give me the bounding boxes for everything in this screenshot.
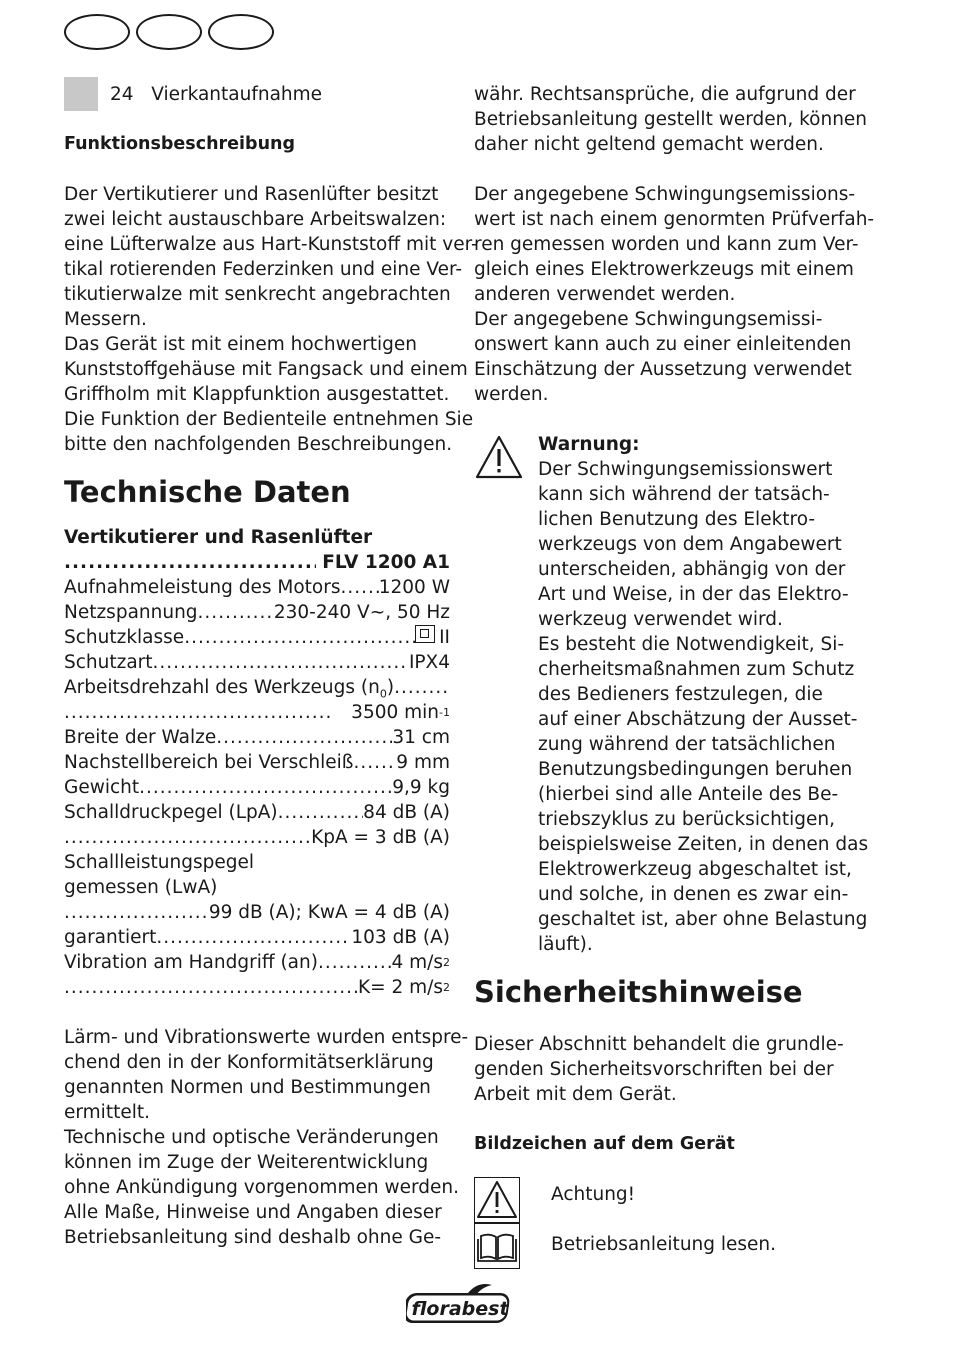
text-line: Der Vertikutierer und Rasenlüfter besitzt [64,184,439,205]
text-line: werkzeug verwendet wird. [538,609,783,630]
text-line: Lärm- und Vibrationswerte wurden entspre- [64,1027,469,1048]
attention-symbol-box [474,1177,520,1223]
spec-row-vibration [64,950,450,975]
text-line: auf einer Abschätzung der Ausset- [538,709,858,730]
manual-label: Betriebsanleitung lesen. [551,1234,777,1255]
text-line: ohne Ankündigung vorgenommen werden. [64,1177,459,1198]
text-line: Kunststoffgehäuse mit Fangsack und einem [64,359,468,380]
spec-value: 1200 W [378,577,450,598]
text-line: bitte den nachfolgenden Beschreibungen. [64,434,453,455]
noise-text [64,1025,469,1250]
text-line: onswert kann auch zu einer einleitenden [474,334,852,355]
spec-label: Vibration am Handgriff (an) [64,952,318,973]
section-header [110,82,322,107]
text-line: unterscheiden, abhängig von der [538,559,846,580]
attention-triangle-icon [475,1178,519,1222]
speed-label-end: ) [386,677,395,698]
speed-value: 3500 min [351,702,440,723]
spec-label: Aufnahmeleistung des Motors [64,577,341,598]
sound-power-sublabel: gemessen (LwA) [64,877,218,898]
spec-row [64,900,450,925]
technical-data-heading: Technische Daten [64,475,351,509]
text-line: geschaltet ist, aber ohne Belastung [538,909,868,930]
text-line: Der angegebene Schwingungsemissions- [474,184,856,205]
speed-superscript: -1 [439,706,450,719]
text-line: zwei leicht austauschbare Arbeitswalzen: [64,209,447,230]
spec-value: II [439,627,450,648]
text-line: Alle Maße, Hinweise und Angaben dieser [64,1202,442,1223]
text-line: (hierbei sind alle Anteile des Be- [538,784,839,805]
safety-section [474,975,864,1157]
text-line: Art und Weise, in der das Elektro- [538,584,849,605]
spec-label: Nachstellbereich bei Verschleiß [64,752,354,773]
text-line: können im Zuge der Weiterentwicklung [64,1152,429,1173]
spec-row [64,925,450,950]
model-number: FLV 1200 A1 [322,552,450,573]
text-line: wert ist nach einem genormten Prüfverfah- [474,209,875,230]
spec-value: KpA = 3 dB (A) [311,827,450,848]
text-line: gleich eines Elektrowerkzeugs mit einem [474,259,854,280]
protection-class-icon [415,625,435,643]
text-line: genden Sicherheitsvorschriften bei der [474,1059,834,1080]
text-line: Messern. [64,309,147,330]
spec-label: Schalldruckpegel (LpA) [64,802,278,823]
text-line: Betriebsanleitung gestellt werden, können [474,109,868,130]
spec-row-speed-value [64,700,450,725]
function-text [64,182,478,457]
text-line: Es besteht die Notwendigkeit, Si- [538,634,845,655]
text-line: des Bedieners festzulegen, die [538,684,823,705]
spec-label: Schutzart [64,652,153,673]
spec-value: IPX4 [408,652,450,673]
squared-superscript: 2 [443,981,450,994]
section-marker [64,77,98,111]
spec-row [64,800,450,825]
text-line: cherheitsmaßnahmen zum Schutz [538,659,855,680]
squared-superscript: 2 [443,956,450,969]
text-line: zung während der tatsächlichen [538,734,836,755]
warning-block [538,432,868,957]
text-line: lichen Benutzung des Elektro- [538,509,816,530]
text-line: Dieser Abschnitt behandelt die grundle- [474,1034,844,1055]
text-line: Griffholm mit Klappfunktion ausgestattet. [64,384,450,405]
spec-label: Gewicht [64,777,140,798]
text-line: tikutierwalze mit senkrecht angebrachten [64,284,451,305]
function-heading: Funktionsbeschreibung [64,134,296,154]
florabest-logo [406,1283,514,1325]
open-book-icon [475,1224,519,1268]
text-line: Benutzungsbedingungen beruhen [538,759,853,780]
spec-label [64,675,394,700]
section-title: Vierkantaufnahme [151,84,323,105]
sound-power-label: Schallleistungspegel [64,852,255,873]
text-line: chend den in der Konformitätserklärung [64,1052,434,1073]
spec-row [64,575,450,600]
spec-label: Breite der Walze [64,727,217,748]
vibration-value: 4 m/s [391,952,443,973]
attention-label: Achtung! [551,1184,636,1205]
text-line: eine Lüfterwalze aus Hart-Kunststoff mit ver- [64,234,478,255]
text-line: und solche, in denen es zwar ein- [538,884,849,905]
symbols-heading: Bildzeichen auf dem Gerät [474,1134,735,1154]
language-oval-3 [208,14,274,50]
manual-symbol-box [474,1223,520,1269]
text-line: Technische und optische Veränderungen [64,1127,439,1148]
spec-row-speed [64,675,450,700]
spec-row [64,750,450,775]
spec-value: 31 cm [392,727,450,748]
text-line: Der Schwingungsemissionswert [538,459,833,480]
text-line: währ. Rechtsansprüche, die aufgrund der [474,84,856,105]
text-line: kann sich während der tatsäch- [538,484,830,505]
language-oval-2 [136,14,202,50]
spec-value: 9 mm [396,752,450,773]
text-line: werden. [474,384,549,405]
text-line: Elektrowerkzeug abgeschaltet ist, [538,859,852,880]
text-line: tikal rotierenden Federzinken und eine Ver- [64,259,463,280]
spec-row [64,600,450,625]
spec-value: 84 dB (A) [363,802,450,823]
spec-value: 230-240 V~, 50 Hz [273,602,450,623]
spec-row-vibration-k [64,975,450,1000]
spec-row [64,825,450,850]
text-line: Das Gerät ist mit einem hochwertigen [64,334,417,355]
warning-triangle-icon [474,434,524,480]
text-line: Der angegebene Schwingungsemissi- [474,309,823,330]
text-line: läuft). [538,934,593,955]
spec-row [64,725,450,750]
warning-heading: Warnung: [538,434,640,455]
speed-label: Arbeitsdrehzahl des Werkzeugs (n [64,677,380,698]
text-line: werkzeugs von dem Angabewert [538,534,842,555]
safety-heading: Sicherheitshinweise [474,975,803,1009]
product-subheading: Vertikutierer und Rasenlüfter [64,527,373,548]
text-line: Die Funktion der Bedienteile entnehmen Sie [64,409,474,430]
text-line: ren gemessen worden und kann zum Ver- [474,234,859,255]
text-line: triebszyklus zu berücksichtigen, [538,809,835,830]
spec-label: Schutzklasse [64,627,185,648]
text-line: genannten Normen und Bestimmungen [64,1077,431,1098]
text-line: Betriebsanleitung sind deshalb ohne Ge- [64,1227,442,1248]
section-number: 24 [110,84,134,105]
speed-subscript: 0 [379,687,387,701]
text-line: ermittelt. [64,1102,150,1123]
text-line: anderen verwendet werden. [474,284,736,305]
spec-row [64,625,450,650]
spec-label: garantiert [64,927,157,948]
spec-value: 9,9 kg [392,777,450,798]
spec-row [64,650,450,675]
spec-value: 99 dB (A); KwA = 4 dB (A) [208,902,450,923]
spec-label: Netzspannung [64,602,198,623]
logo-text: florabest [411,1298,509,1320]
language-oval-1 [64,14,130,50]
left-column [64,132,478,1250]
text-line: Arbeit mit dem Gerät. [474,1084,677,1105]
text-line: Einschätzung der Aussetzung verwendet [474,359,852,380]
text-line: beispielsweise Zeiten, in denen das [538,834,869,855]
vibration-k-value: K= 2 m/s [357,977,443,998]
text-line: daher nicht geltend gemacht werden. [474,134,824,155]
model-row [64,550,450,575]
spec-row [64,775,450,800]
right-column [474,82,875,407]
spec-value: 103 dB (A) [351,927,450,948]
